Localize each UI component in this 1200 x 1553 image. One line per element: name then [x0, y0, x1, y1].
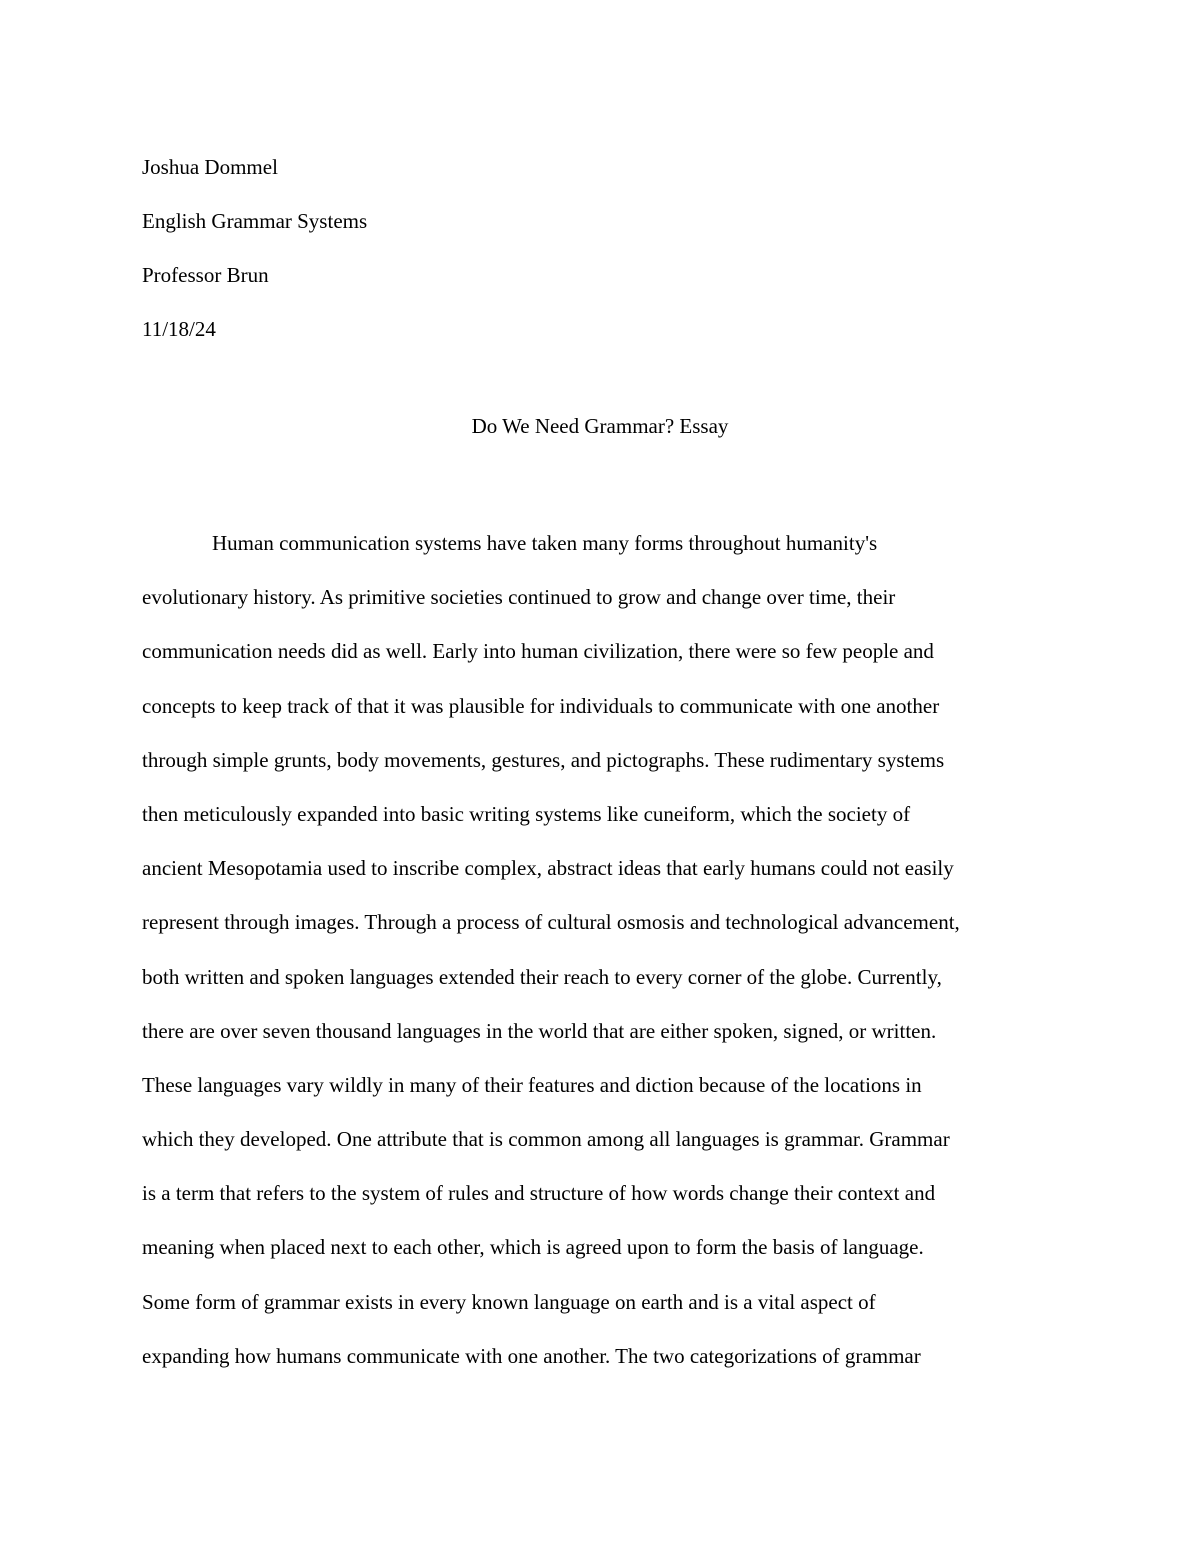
body-line: Human communication systems have taken many forms throughout humanity's	[212, 531, 878, 555]
professor-name: Professor Brun	[142, 263, 269, 287]
body-line: meaning when placed next to each other, which is agreed upon to form the basis of language.	[142, 1235, 924, 1260]
body-line: expanding how humans communicate with one another. The two categorizations of grammar	[142, 1343, 921, 1368]
body-line: evolutionary history. As primitive societies continued to grow and change over time, their	[142, 585, 896, 610]
body-line: is a term that refers to the system of rules and structure of how words change their context and	[142, 1181, 936, 1206]
body-line: there are over seven thousand languages in the world that are either spoken, signed, or written.	[142, 1018, 937, 1043]
author-name: Joshua Dommel	[142, 155, 278, 179]
body-line: These languages vary wildly in many of their features and diction because of the locations in	[142, 1072, 922, 1097]
essay-body	[142, 516, 1082, 1383]
course-name: English Grammar Systems	[142, 209, 368, 233]
body-line: through simple grunts, body movements, gestures, and pictographs. These rudimentary systems	[142, 747, 945, 772]
body-line: communication needs did as well. Early into human civilization, there were so few people and	[142, 639, 934, 664]
essay-title: Do We Need Grammar? Essay	[471, 414, 729, 438]
body-line: ancient Mesopotamia used to inscribe complex, abstract ideas that early humans could not easily	[142, 856, 954, 881]
essay-date: 11/18/24	[142, 317, 216, 341]
body-line: concepts to keep track of that it was plausible for individuals to communicate with one another	[142, 693, 940, 718]
body-line: Some form of grammar exists in every known language on earth and is a vital aspect of	[142, 1289, 876, 1314]
body-line: which they developed. One attribute that is common among all languages is grammar. Grammar	[142, 1127, 950, 1152]
essay-header	[142, 140, 1062, 356]
body-line: both written and spoken languages extended their reach to every corner of the globe. Currently,	[142, 964, 942, 989]
body-line: then meticulously expanded into basic writing systems like cuneiform, which the society of	[142, 801, 911, 826]
body-line: represent through images. Through a process of cultural osmosis and technological advancement,	[142, 910, 960, 935]
